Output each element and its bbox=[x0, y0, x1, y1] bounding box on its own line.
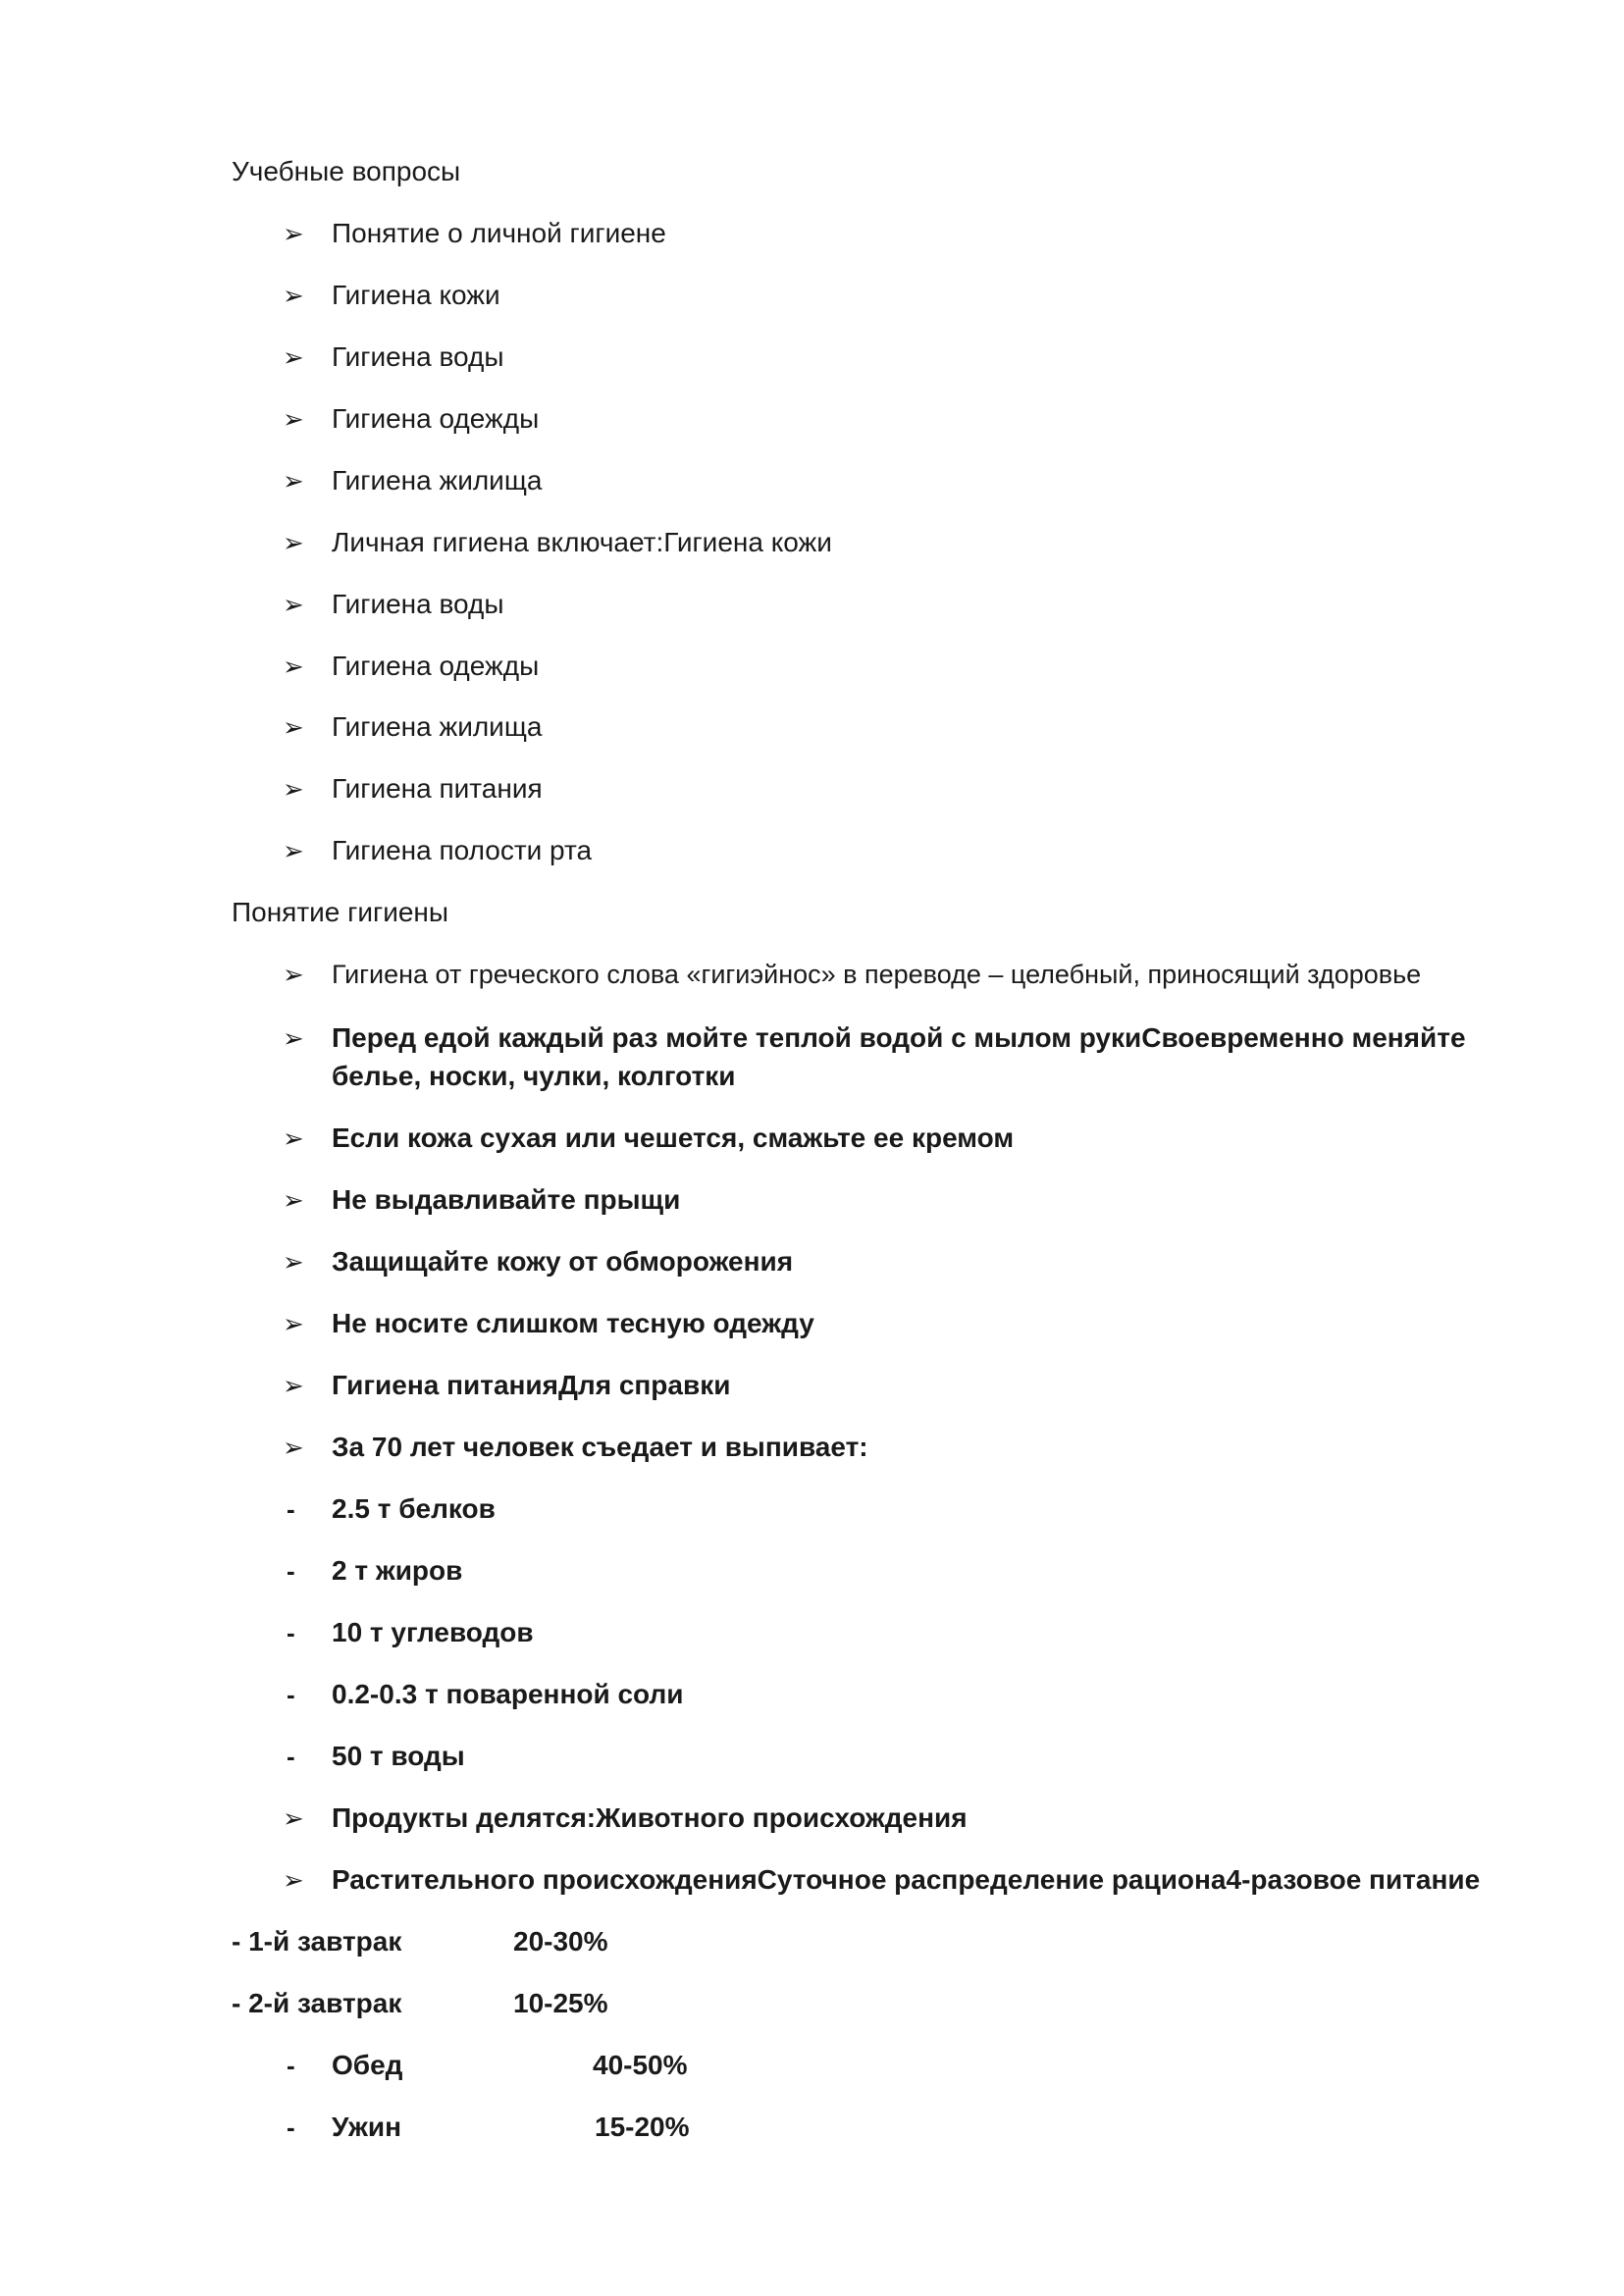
arrow-bullet-icon: ➢ bbox=[283, 1185, 304, 1215]
products-text: Продукты делятся:Животного происхождения bbox=[332, 1802, 968, 1833]
list-item-text: Личная гигиена включает:Гигиена кожи bbox=[332, 527, 832, 557]
consumption-text: 2 т жиров bbox=[332, 1555, 463, 1586]
list-item-text: Гигиена воды bbox=[332, 589, 504, 619]
dash-bullet: - bbox=[287, 2051, 295, 2080]
arrow-bullet-icon: ➢ bbox=[283, 1865, 304, 1895]
meal-label: - 2-й завтрак bbox=[232, 1988, 402, 2018]
arrow-bullet-icon: ➢ bbox=[283, 1433, 304, 1462]
arrow-bullet-icon: ➢ bbox=[283, 1247, 304, 1277]
list-item-text: Гигиена питания bbox=[332, 773, 543, 804]
arrow-bullet-icon: ➢ bbox=[283, 712, 304, 742]
arrow-bullet-icon: ➢ bbox=[283, 652, 304, 681]
list-item-text: Гигиена воды bbox=[332, 341, 504, 372]
section-heading: Учебные вопросы bbox=[232, 156, 461, 186]
meal-label: - 1-й завтрак bbox=[232, 1926, 402, 1957]
products-text: Растительного происхожденияСуточное распределение рациона4-разовое питание bbox=[332, 1864, 1481, 1895]
tip-text-line2: белье, носки, чулки, колготки bbox=[332, 1061, 736, 1091]
dash-bullet: - bbox=[287, 1618, 295, 1647]
meal-label: Ужин bbox=[332, 2112, 402, 2142]
list-item-text: Гигиена полости рта bbox=[332, 835, 593, 865]
list-item-text: Гигиена жилища bbox=[332, 711, 543, 742]
consumption-text: 10 т углеводов bbox=[332, 1617, 534, 1647]
arrow-bullet-icon: ➢ bbox=[283, 219, 304, 248]
arrow-bullet-icon: ➢ bbox=[283, 1371, 304, 1400]
tip-text: Гигиена питанияДля справки bbox=[332, 1370, 731, 1400]
meal-value: 20-30% bbox=[513, 1926, 608, 1957]
arrow-bullet-icon: ➢ bbox=[283, 1023, 304, 1053]
dash-bullet: - bbox=[287, 1742, 295, 1771]
tip-text: Если кожа сухая или чешется, смажьте ее кремом bbox=[332, 1122, 1015, 1153]
arrow-bullet-icon: ➢ bbox=[283, 404, 304, 434]
tip-text: За 70 лет человек съедает и выпивает: bbox=[332, 1432, 868, 1462]
arrow-bullet-icon: ➢ bbox=[283, 528, 304, 557]
consumption-text: 50 т воды bbox=[332, 1741, 465, 1771]
arrow-bullet-icon: ➢ bbox=[283, 774, 304, 804]
section-heading: Понятие гигиены bbox=[232, 897, 449, 927]
list-item-text: Понятие о личной гигиене bbox=[332, 218, 666, 248]
arrow-bullet-icon: ➢ bbox=[283, 836, 304, 865]
arrow-bullet-icon: ➢ bbox=[283, 1803, 304, 1833]
meal-value: 40-50% bbox=[593, 2050, 688, 2080]
dash-bullet: - bbox=[287, 1494, 295, 1524]
arrow-bullet-icon: ➢ bbox=[283, 1123, 304, 1153]
arrow-bullet-icon: ➢ bbox=[283, 1309, 304, 1338]
list-item-text: Гигиена кожи bbox=[332, 280, 500, 310]
tip-text: Не выдавливайте прыщи bbox=[332, 1184, 681, 1215]
list-item-text: Гигиена одежды bbox=[332, 403, 540, 434]
arrow-bullet-icon: ➢ bbox=[283, 960, 304, 989]
arrow-bullet-icon: ➢ bbox=[283, 590, 304, 619]
consumption-text: 0.2-0.3 т поваренной соли bbox=[332, 1679, 684, 1709]
definition-text: Гигиена от греческого слова «гигиэйнос» в переводе – целебный, приносящий здоровье bbox=[332, 960, 1422, 989]
meal-label: Обед bbox=[332, 2050, 403, 2080]
dash-bullet: - bbox=[287, 1680, 295, 1709]
arrow-bullet-icon: ➢ bbox=[283, 466, 304, 496]
tip-text: Защищайте кожу от обморожения bbox=[332, 1246, 794, 1277]
tip-text-line1: Перед едой каждый раз мойте теплой водой с мылом рукиСвоевременно меняйте bbox=[332, 1022, 1466, 1053]
arrow-bullet-icon: ➢ bbox=[283, 281, 304, 310]
list-item-text: Гигиена жилища bbox=[332, 465, 543, 496]
arrow-bullet-icon: ➢ bbox=[283, 342, 304, 372]
meal-value: 15-20% bbox=[595, 2112, 690, 2142]
dash-bullet: - bbox=[287, 2113, 295, 2142]
dash-bullet: - bbox=[287, 1556, 295, 1586]
consumption-text: 2.5 т белков bbox=[332, 1493, 496, 1524]
tip-text: Не носите слишком тесную одежду bbox=[332, 1308, 814, 1338]
list-item-text: Гигиена одежды bbox=[332, 651, 540, 681]
meal-value: 10-25% bbox=[513, 1988, 608, 2018]
